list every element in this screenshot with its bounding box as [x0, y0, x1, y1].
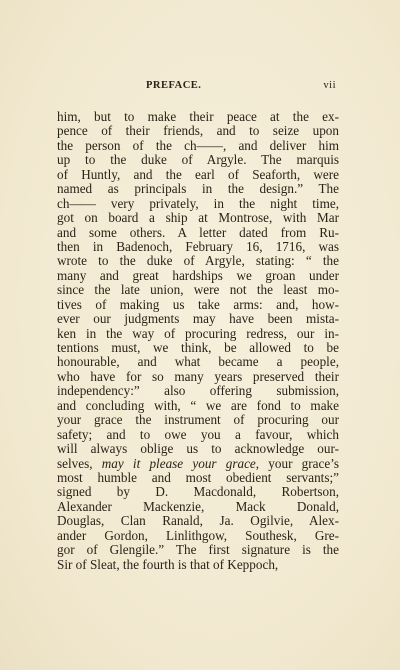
text-line: safety; and to owe you a favour, which: [57, 426, 339, 442]
text-line: many and great hardships we groan under: [57, 267, 339, 283]
text-line: pence of their friends, and to seize upon: [57, 123, 339, 139]
text-line: him, but to make their peace at the ex-: [57, 109, 339, 124]
text-line: tives of making us take arms: and, how-: [57, 296, 339, 312]
text-segment: selves,: [57, 455, 102, 471]
text-line: since the late union, were not the least mo-: [57, 282, 339, 298]
text-line: Sir of Sleat, the fourth is that of Keppoch,: [57, 556, 279, 572]
text-line: got on board a ship at Montrose, with Mar: [57, 210, 339, 226]
text-line: independency:” also offering submission,: [57, 383, 339, 399]
text-line: gor of Glengile.” The first signature is the: [57, 542, 339, 558]
text-line: honourable, and what became a people,: [57, 354, 339, 370]
text-line: of Huntly, and the earl of Seaforth, were: [57, 166, 339, 182]
text-line: and concluding with, “ we are fond to make: [57, 397, 339, 413]
body-text: [57, 110, 339, 572]
page-number: vii: [323, 80, 336, 91]
text-line: tentions must, we think, be allowed to be: [57, 340, 339, 355]
text-line: the person of the ch——, and deliver him: [57, 137, 339, 153]
text-line: wrote to the duke of Argyle, stating: “ the: [57, 253, 339, 269]
text-line: who have for so many years preserved their: [57, 368, 339, 384]
text-line-with-italic: [57, 457, 339, 471]
text-line: will always oblige us to acknowledge our-: [57, 441, 339, 457]
text-line: named as principals in the design.” The: [57, 181, 339, 197]
text-line: up to the duke of Argyle. The marquis: [57, 152, 339, 168]
text-line: then in Badenoch, February 16, 1716, was: [57, 238, 339, 254]
italic-phrase: may it please your grace: [101, 455, 256, 471]
text-line: most humble and most obedient servants;”: [57, 469, 339, 485]
text-line: Douglas, Clan Ranald, Ja. Ogilvie, Alex-: [57, 513, 339, 529]
running-head: PREFACE.: [146, 80, 202, 91]
text-line: signed by D. Macdonald, Robertson,: [57, 484, 339, 500]
text-segment: , your grace’s: [255, 455, 340, 471]
text-line: Alexander Mackenzie, Mack Donald,: [57, 498, 339, 514]
text-line: your grace the instrument of procuring our: [57, 412, 339, 428]
text-line: ever our judgments may have been mista-: [57, 311, 339, 327]
text-line: ken in the way of procuring redress, our in-: [57, 325, 339, 341]
page-header: [58, 80, 336, 96]
text-line: ch—— very privately, in the night time,: [57, 195, 339, 211]
text-line: ander Gordon, Linlithgow, Southesk, Gre-: [57, 527, 339, 543]
text-line: and some others. A letter dated from Ru-: [57, 224, 339, 240]
